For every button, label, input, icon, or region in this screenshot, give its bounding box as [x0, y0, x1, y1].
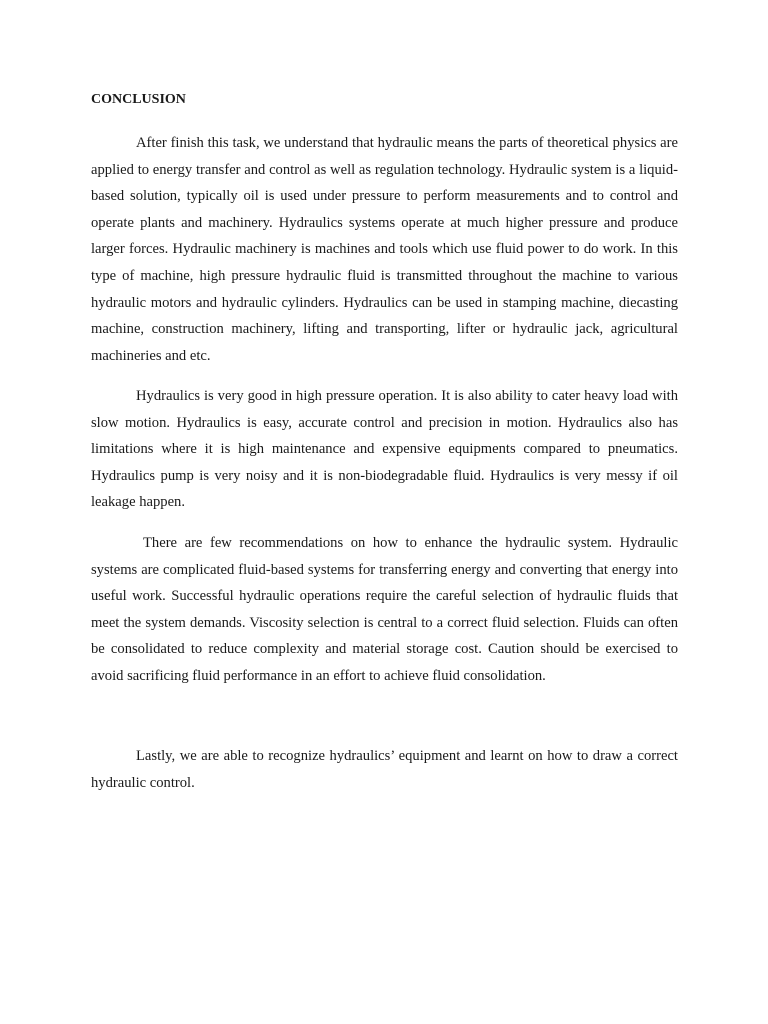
paragraph-closing: Lastly, we are able to recognize hydraulics’ equipment and learnt on how to draw a correct hydraulic control.	[91, 748, 678, 791]
section-heading: CONCLUSION	[91, 92, 186, 107]
paragraph-summary: After finish this task, we understand that hydraulic means the parts of theoretical physics are applied to energy transfer and control as well as regulation technology. Hydraulic system is a liquid-based solution, typically oil is used under pressure to perform measurements and to control and operate plants and machinery. Hydraulics systems operate at much higher pressure and produce larger forces. Hydraulic machinery is machines and tools which use fluid power to do work. In this type of machine, high pressure hydraulic fluid is transmitted throughout the machine to various hydraulic motors and hydraulic cylinders. Hydraulics can be used in stamping machine, diecasting machine, construction machinery, lifting and transporting, lifter or hydraulic jack, agricultural machineries and etc.	[91, 135, 678, 364]
paragraph-advantages-limitations: Hydraulics is very good in high pressure operation. It is also ability to cater heavy load with slow motion. Hydraulics is easy, accurate control and precision in motion. Hydraulics also has limitations where it is high maintenance and expensive equipments compared to pneumatics. Hydraulics pump is very noisy and it is non-biodegradable fluid. Hydraulics is very messy if oil leakage happen.	[91, 388, 678, 511]
paragraph-recommendations: There are few recommendations on how to enhance the hydraulic system. Hydraulic systems are complicated fluid-based systems for transferring energy and converting that energy into useful work. Successful hydraulic operations require the careful selection of hydraulic fluids that meet the system demands. Viscosity selection is central to a correct fluid selection. Fluids can often be consolidated to reduce complexity and material storage cost. Caution should be exercised to avoid sacrificing fluid performance in an effort to achieve fluid consolidation.	[91, 535, 678, 684]
